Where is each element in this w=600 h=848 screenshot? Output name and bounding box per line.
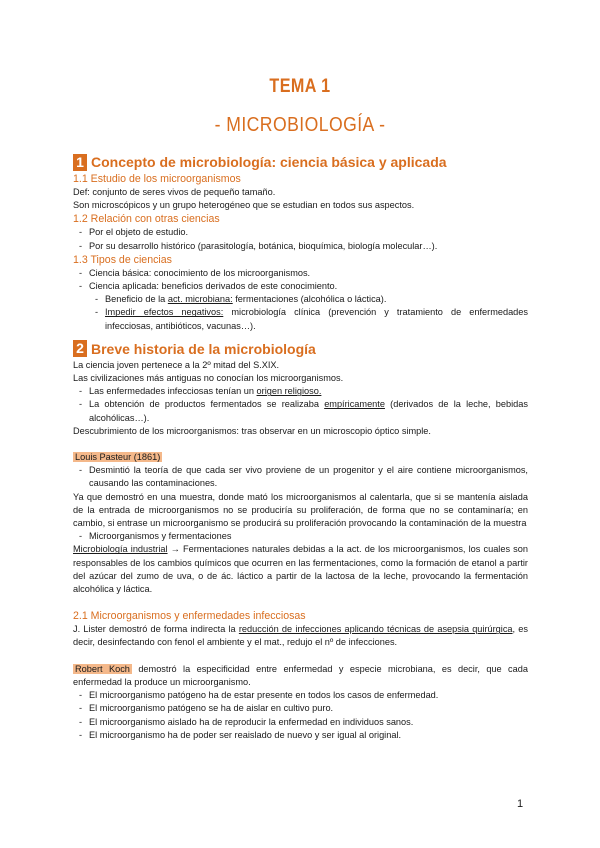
section-2-heading — [73, 339, 528, 359]
list-item: - El microorganismo aislado ha de reproducir la enfermedad en individuos sanos. — [73, 716, 528, 729]
list-item: - El microorganismo patógeno ha de estar presente en todos los casos de enfermedad. — [73, 689, 528, 702]
list-item: - Por el objeto de estudio. — [73, 226, 528, 239]
paragraph — [73, 663, 528, 689]
bullet-list — [73, 530, 528, 543]
paragraph: La ciencia joven pertenece a la 2º mitad del S.XIX. — [73, 359, 280, 370]
section-heading-text: Breve historia de la microbiología — [91, 340, 316, 357]
highlighted-name: Louis Pasteur (1861) — [75, 452, 161, 463]
subsection-heading: 1.2 Relación con otras ciencias — [73, 213, 220, 226]
section-number-badge: 2 — [73, 340, 87, 357]
subsection-heading: 2.1 Microorganismos y enfermedades infecciosas — [73, 610, 306, 623]
page-number: 1 — [517, 798, 524, 810]
paragraph: Ya que demostró en una muestra, donde mató los microorganismos al calentarla, que si se mantenía aislada de la entrada de microorganismos no se produciría su proliferación, de forma que no se contaminaría; en cambio, si entrase un microorganismo se producirá su proliferación provocando la contaminación de la muestra — [73, 491, 528, 529]
list-item — [73, 293, 528, 306]
section-number-badge: 1 — [73, 154, 87, 171]
underlined-text: origen religioso. — [256, 386, 322, 397]
bullet-list — [73, 226, 528, 252]
bullet-list — [73, 267, 528, 333]
highlighted-name: Robert Koch — [75, 663, 130, 674]
list-item: - Ciencia básica: conocimiento de los microorganismos. — [73, 267, 528, 280]
list-item: - El microorganismo ha de poder ser reaislado de nuevo y ser igual al original. — [73, 729, 528, 742]
list-item: - El microorganismo patógeno se ha de aislar en cultivo puro. — [73, 702, 528, 715]
text-span: La obtención de productos fermentados se realizaba — [89, 399, 325, 410]
section-heading-text: Concepto de microbiología: ciencia básica y aplicada — [91, 154, 447, 170]
text-span: → Fermentaciones naturales debidas a la act. de los microorganismos, los cuales son responsables de los cambios químicos que ocurren en las fermentaciones, como la formación de etanol a partir del azúcar del zumo de uva, o de ác. láctico a partir de la lactosa de la leche, provocando la fermentación alcohólica y láctica. — [73, 544, 528, 595]
list-item: - Microorganismos y fermentaciones — [73, 530, 528, 543]
underlined-text: Impedir efectos negativos: — [105, 307, 224, 318]
paragraph — [73, 623, 528, 649]
pasteur-label — [73, 451, 528, 464]
paragraph: Descubrimiento de los microorganismos: tras observar en un microscopio óptico simple. — [73, 425, 431, 436]
list-item: - Por su desarrollo histórico (parasitología, botánica, bioquímica, biología molecular…). — [73, 240, 528, 253]
text-span: demostró la especificidad entre enfermedad y especie microbiana, es decir, que cada enfermedad la produce un microorganismo. — [73, 663, 528, 687]
text-span: , es decir, desinfectando con fenol el ambiente y el mat., redujo el nº de infecciones. — [73, 624, 528, 648]
bullet-list — [73, 464, 528, 490]
document-body — [73, 152, 528, 742]
text-span: Beneficio de la — [105, 294, 168, 305]
paragraph: Son microscópicos y un grupo heterogéneo que se estudian en todos sus aspectos. — [73, 200, 415, 211]
list-item — [73, 398, 528, 424]
underlined-text: empíricamente — [324, 399, 385, 410]
list-item — [73, 306, 528, 332]
text-span: (derivados de la leche, bebidas alcohólicas…). — [89, 399, 528, 423]
page-subtitle: - MICROBIOLOGÍA - — [214, 114, 386, 136]
text-span: J. Lister demostró de forma indirecta la — [73, 624, 239, 635]
paragraph: Def: conjunto de seres vivos de pequeño tamaño. — [73, 187, 276, 197]
list-item: - Ciencia aplicada: beneficios derivados de este conocimiento. — [73, 280, 528, 293]
text-span: Las enfermedades infecciosas tenían un — [89, 386, 257, 397]
text-span: microbiología clínica (prevención y tratamiento de enfermedades infecciosas, antibióticos, vacunas…). — [105, 307, 528, 331]
paragraph — [73, 543, 528, 596]
subsection-heading: 1.1 Estudio de los microorganismos — [73, 173, 241, 185]
bullet-list — [73, 689, 528, 742]
underlined-text: Microbiología industrial — [73, 544, 168, 555]
page-title: TEMA 1 — [269, 76, 331, 97]
underlined-text: act. microbiana: — [167, 294, 233, 305]
bullet-list — [73, 385, 528, 425]
underlined-text: reducción de infecciones aplicando técnicas de asepsia quirúrgica — [238, 624, 513, 635]
list-item — [73, 385, 528, 398]
section-1-heading — [73, 152, 528, 172]
paragraph: Las civilizaciones más antiguas no conocían los microorganismos. — [73, 373, 344, 384]
text-span: fermentaciones (alcohólica o láctica). — [232, 294, 387, 305]
list-item: - Desmintió la teoría de que cada ser vivo proviene de un progenitor y el aire contiene microorganismos, causando las contaminaciones. — [73, 464, 528, 490]
subsection-heading: 1.3 Tipos de ciencias — [73, 253, 172, 266]
